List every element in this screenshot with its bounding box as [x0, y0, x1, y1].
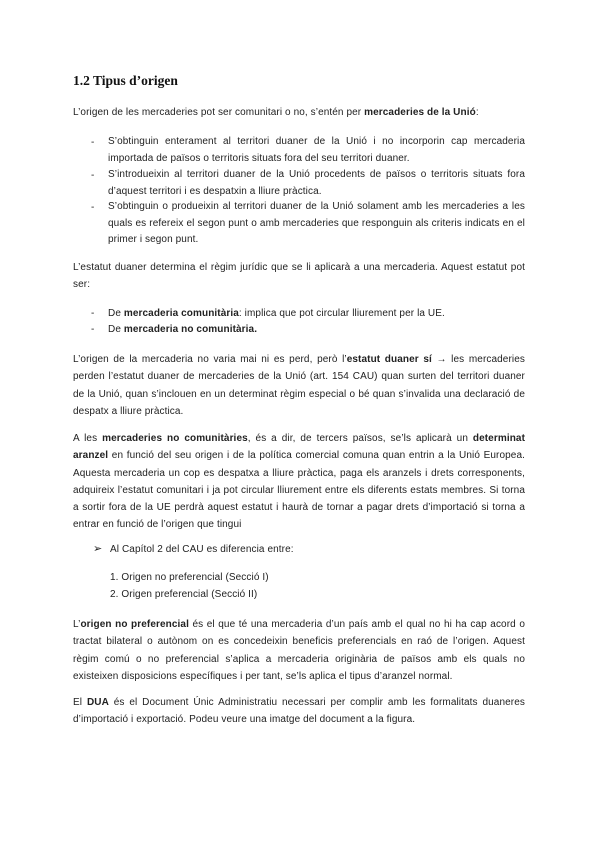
arrow-item-text: Al Capítol 2 del CAU es diferencia entre: [110, 544, 294, 555]
bullet-item: De mercaderia no comunitària. [108, 324, 258, 335]
bullet-item: S’obtinguin o produeixin al territori duaner de la Unió solament amb les mercaderies a les quals es refereix el segon punt o amb mercaderies que responguin als criteris indicats en el primer i segon punt. [108, 201, 525, 245]
bullet-item: S’obtinguin enterament al territori duaner de la Unió i no incorporin cap mercaderia importada de països o territoris situats fora del seu territori duaner. [108, 136, 525, 164]
dua-paragraph: El DUA és el Document Únic Administratiu necessari per complir amb les formalitats duaneres d’importació i exportació. Podeu veure una imatge del document a la figura. [73, 697, 525, 726]
bullet-dash: - [91, 324, 95, 335]
numbered-item: 2. Origen preferencial (Secció II) [110, 589, 258, 600]
numbered-item: 1. Origen no preferencial (Secció I) [110, 572, 269, 583]
section-heading: 1.2 Tipus d’origen [73, 73, 178, 88]
origin-paragraph: L’origen de la mercaderia no varia mai ni es perd, però l’estatut duaner sí → les mercaderies perden l’estatut duaner de mercaderies de la Unió (art. 154 CAU) quan surten del territori duaner de la Unió, quan s’inclouen en un determinat règim especial o bé quan s’invalida una declaració de despatx a lliure pràctica. [73, 354, 525, 417]
bullet-dash: - [91, 202, 95, 213]
non-preferential-paragraph: L’origen no preferencial és el que té una mercaderia d’un país amb el qual no hi ha cap acord o tractat bilateral o autònom on es concedeixin beneficis preferencials en raó de l’origen. Aquest règim comú o no preferencial s’aplica a mercaderia originària de països amb els quals no existeixen disposicions específiques i per tant, se’ls aplica el tipus d’aranzel normal. [73, 619, 525, 682]
bullet-dash: - [91, 137, 95, 148]
bold-term: mercaderies de la Unió [364, 107, 476, 118]
bullet-dash: - [91, 170, 95, 181]
bullet-item: S’introdueixin al territori duaner de la Unió procedents de països o territoris situats fora d’aquest territori i es despatxin a lliure pràctica. [108, 169, 525, 197]
bullet-item: De mercaderia comunitària: implica que pot circular lliurement per la UE. [108, 308, 445, 319]
intro-paragraph: L’origen de les mercaderies pot ser comunitari o no, s’entén per mercaderies de la Unió: [73, 107, 479, 118]
non-community-paragraph: A les mercaderies no comunitàries, és a dir, de tercers països, se’ls aplicarà un determinat aranzel en funció del seu origen i de la política comercial comuna quan entrin a la Unió Europea. Aquesta mercaderia un cop es despatxa a lliure pràctica, paga els aranzels i drets corresponents, adquireix l’estatut comunitari i ja pot circular lliurement entre els diferents estats membres. Si torna a sortir fora de la UE perdrà aquest estatut i haurà de tornar a pagar drets d’importació si torna a entrar en funció de l’origen que tingui [73, 433, 525, 531]
status-paragraph: L’estatut duaner determina el règim jurídic que se li aplicarà a una mercaderia. Aquest estatut pot ser: [73, 262, 525, 290]
arrow-bullet-icon: ➢ [93, 543, 103, 555]
bullet-dash: - [91, 308, 95, 319]
